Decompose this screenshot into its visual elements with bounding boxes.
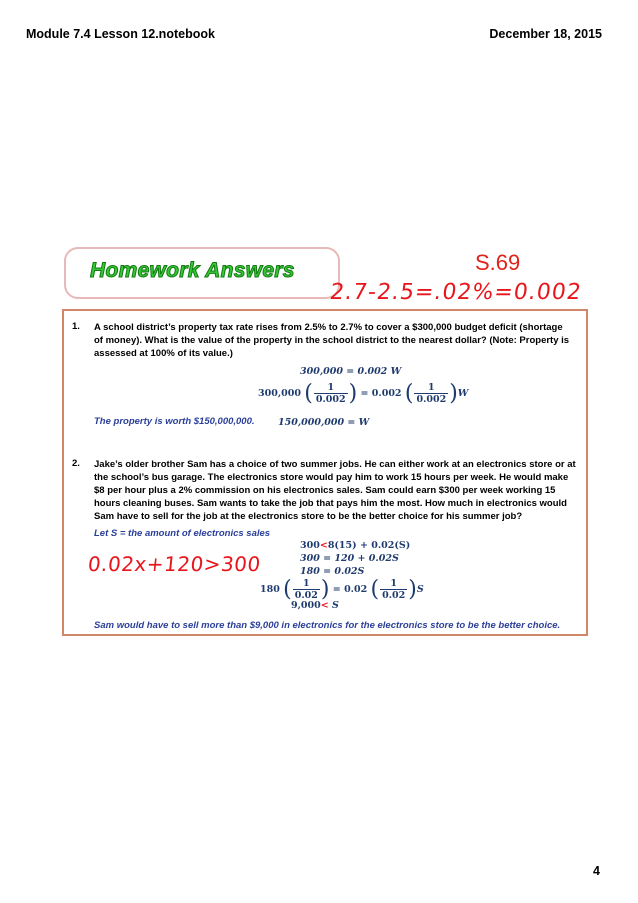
problem-1-number: 1. xyxy=(72,321,80,332)
problem-2-text: Jake’s older brother Sam has a choice of two summer jobs. He can either work at an electronics store or at the school’s bus garage. The electronics store would pay him to work 15 hours per week. He would make $8 per hour plus a 2% commission on his electronics sales. Sam could earn $300 per week working 15 hours cleaning buses. Sam wants to take the job that pays him the most. How much in electronics would Sam have to sell for the job at the electronics store to be the better choice for his summer job? xyxy=(94,459,576,522)
greater-than-mark-2: < xyxy=(320,600,329,611)
header-date: December 18, 2015 xyxy=(489,27,602,41)
problem-2-answer: Sam would have to sell more than $9,000 in electronics for the electronics store to be the better choice. xyxy=(94,620,561,631)
answers-panel xyxy=(62,309,588,636)
problem-2-eq5 xyxy=(291,600,339,611)
problem-2-eq4-frac-den-a: 0.02 xyxy=(294,590,318,601)
homework-title-box xyxy=(64,247,340,299)
problem-2-eq4-frac-num-a: 1 xyxy=(293,578,320,590)
problem-1-eq2-lhs: 300,000 xyxy=(258,388,301,399)
homework-title: Homework Answers xyxy=(90,259,295,282)
problem-2-eq1 xyxy=(300,540,410,551)
problem-1-eq2-frac-den-a: 0.002 xyxy=(315,394,346,405)
problem-1-answer: The property is worth $150,000,000. xyxy=(94,416,255,427)
notebook-title: Module 7.4 Lesson 12.notebook xyxy=(26,27,215,41)
problem-1-eq2-frac-den-b: 0.002 xyxy=(416,394,447,405)
problem-2-number: 2. xyxy=(72,458,80,469)
problem-1-eq2: 300,000 ( $\frac{1}{0.002}$ ) = 0.002 ( $\frac{1}{0.002}$ )W xyxy=(258,381,469,406)
handwritten-note-mid: 0.02x+120>300 xyxy=(86,552,262,576)
problem-1-eq2-mid: = 0.002 xyxy=(360,388,402,399)
handwritten-note-top: 2.7-2.5=.02%=0.002 xyxy=(328,280,584,305)
problem-2-eq2: 300 = 120 + 0.02S xyxy=(300,553,399,564)
problem-2-eq3: 180 = 0.02S xyxy=(300,566,365,577)
problem-1-eq1: 300,000 = 0.002 W xyxy=(300,366,402,377)
problem-2-eq4-frac-den-b: 0.02 xyxy=(382,590,406,601)
problem-2-eq5-a: 9,000 xyxy=(291,600,321,611)
problem-2-eq5-b: S xyxy=(332,600,339,611)
problem-1-eq3: 150,000,000 = W xyxy=(278,417,370,428)
problem-2-eq4: 180 ( $\frac{1}{0.02}$ ) = 0.02 ( $\frac{1}{0.02}$ )S xyxy=(260,577,424,602)
problem-1-text: A school district’s property tax rate rises from 2.5% to 2.7% to cover a $300,000 budget deficit (shortage of money). What is the value of the property in the school district to the nearest dollar? (Note: Property is assessed at 100% of its value.) xyxy=(94,322,570,359)
page-reference: S.69 xyxy=(475,250,521,275)
problem-1-eq2-frac-num-a: 1 xyxy=(314,382,348,394)
problem-2-eq4-var: S xyxy=(416,584,424,595)
problem-2-let: Let S = the amount of electronics sales xyxy=(94,528,271,539)
page-number: 4 xyxy=(593,864,600,878)
problem-1-eq2-var: W xyxy=(457,388,469,399)
problem-1-eq2-frac-num-b: 1 xyxy=(414,382,448,394)
problem-2-eq4-lhs: 180 xyxy=(260,584,280,595)
greater-than-mark-1: < xyxy=(319,540,328,551)
problem-2-eq4-mid: = 0.02 xyxy=(332,584,368,595)
problem-2-eq1-a: 300 xyxy=(300,540,320,551)
problem-2-eq4-frac-num-b: 1 xyxy=(380,578,407,590)
problem-2-eq1-b: 8(15) + 0.02(S) xyxy=(327,540,411,551)
